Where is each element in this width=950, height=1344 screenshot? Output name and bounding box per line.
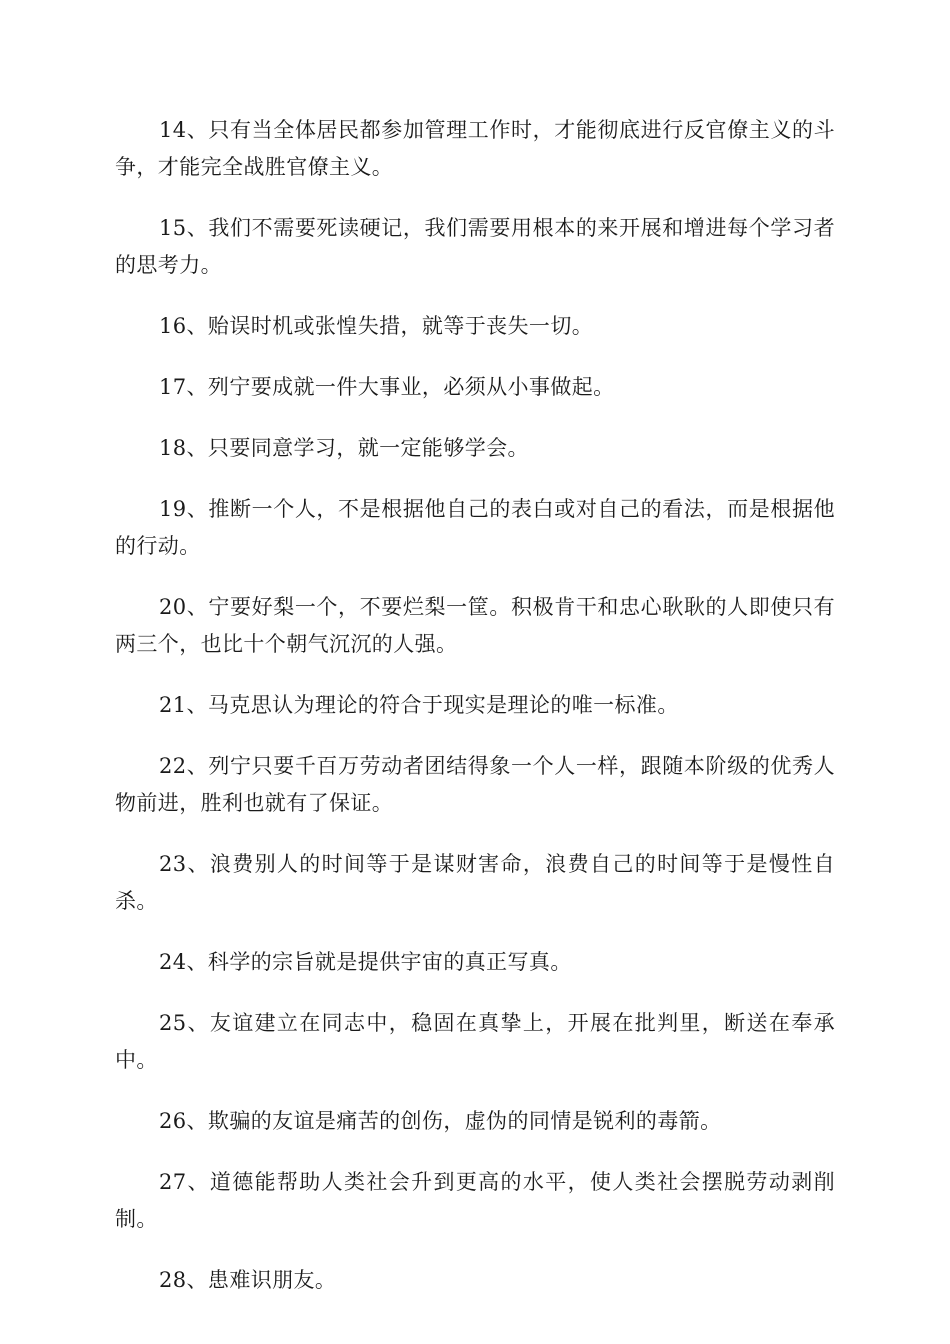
paragraph-18: 18、只要同意学习，就一定能够学会。 (159, 436, 529, 460)
paragraph-23: 23、浪费别人的时间等于是谋财害命，浪费自己的时间等于是慢性自杀。 (115, 852, 835, 913)
paragraph-20: 20、宁要好梨一个，不要烂梨一筐。积极肯干和忠心耿耿的人即使只有两三个，也比十个朝气沉沉的人强。 (115, 595, 835, 656)
paragraph-17: 17、列宁要成就一件大事业，必须从小事做起。 (159, 375, 615, 399)
paragraph-15: 15、我们不需要死读硬记，我们需要用根本的来开展和增进每个学习者的思考力。 (115, 216, 835, 277)
paragraph-27: 27、道德能帮助人类社会升到更高的水平，使人类社会摆脱劳动剥削制。 (115, 1170, 835, 1231)
paragraph-14: 14、只有当全体居民都参加管理工作时，才能彻底进行反官僚主义的斗争，才能完全战胜官僚主义。 (115, 118, 835, 179)
paragraph-19: 19、推断一个人，不是根据他自己的表白或对自己的看法，而是根据他的行动。 (115, 497, 835, 558)
paragraph-26: 26、欺骗的友谊是痛苦的创伤，虚伪的同情是锐利的毒箭。 (159, 1109, 722, 1133)
paragraph-21: 21、马克思认为理论的符合于现实是理论的唯一标准。 (159, 693, 679, 717)
paragraph-25: 25、友谊建立在同志中，稳固在真挚上，开展在批判里，断送在奉承中。 (115, 1011, 835, 1072)
document-body (115, 112, 835, 1323)
paragraph-28: 28、患难识朋友。 (159, 1268, 337, 1292)
paragraph-22: 22、列宁只要千百万劳动者团结得象一个人一样，跟随本阶级的优秀人物前进，胜利也就有了保证。 (115, 754, 835, 815)
paragraph-24: 24、科学的宗旨就是提供宇宙的真正写真。 (159, 950, 572, 974)
paragraph-16: 16、贻误时机或张惶失措，就等于丧失一切。 (159, 314, 594, 338)
